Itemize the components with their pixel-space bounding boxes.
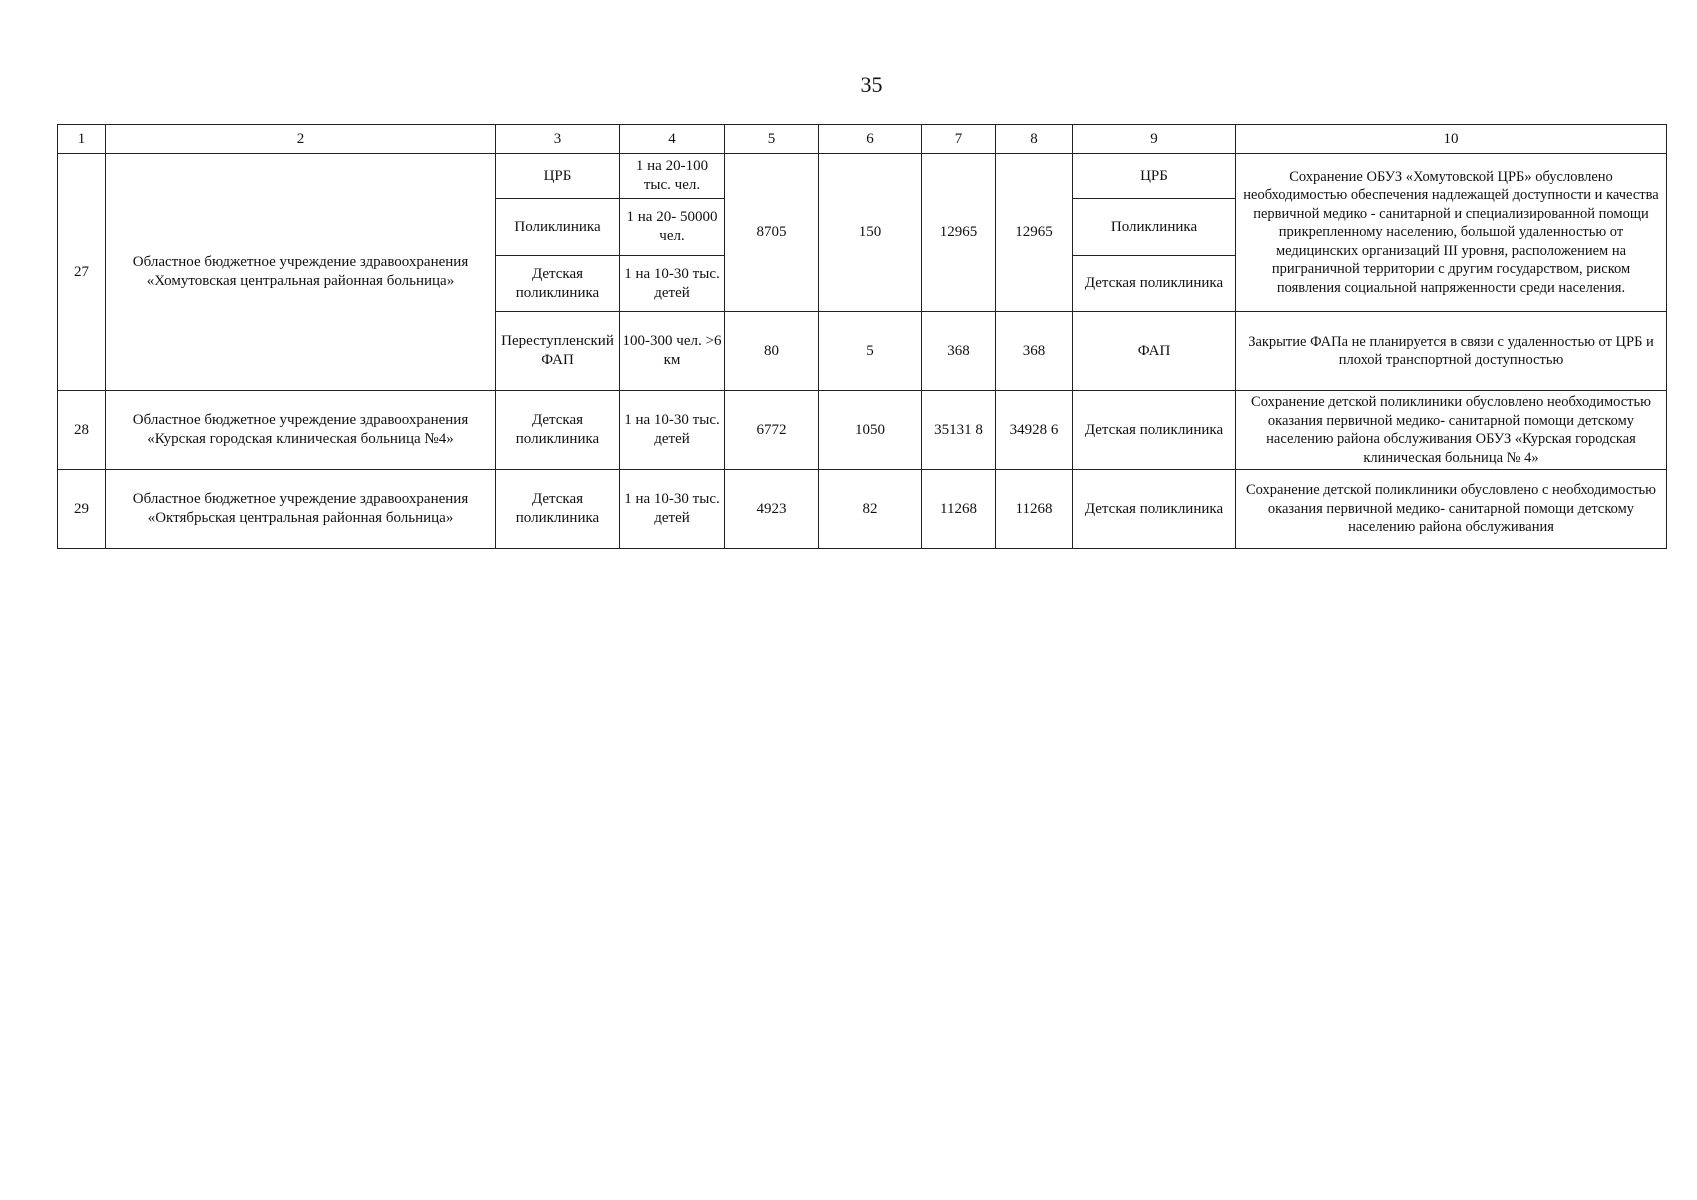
cell-col9: Детская поликлиника bbox=[1073, 470, 1236, 549]
note-cell: Сохранение детской поликлиники обусловлено необходимостью оказания первичной медико- санитарной помощи детскому населению района обслуживания ОБУЗ «Курская городская клиническая больница № 4» bbox=[1236, 391, 1667, 470]
cell-col5: 8705 bbox=[725, 154, 819, 312]
cell-col7: 11268 bbox=[922, 470, 996, 549]
facilities-table bbox=[57, 124, 1667, 549]
facility-type: Детская поликлиника bbox=[496, 256, 620, 312]
header-cell: 1 bbox=[58, 125, 106, 154]
table-row bbox=[58, 391, 1667, 470]
cell-col9: Поликлиника bbox=[1073, 199, 1236, 256]
cell-col7: 368 bbox=[922, 312, 996, 391]
header-cell: 8 bbox=[996, 125, 1073, 154]
table-row bbox=[58, 154, 1667, 199]
note-cell: Сохранение детской поликлиники обусловлено с необходимостью оказания первичной медико- санитарной помощи детскому населению района обслуживания bbox=[1236, 470, 1667, 549]
cell-col9: Детская поликлиника bbox=[1073, 256, 1236, 312]
facility-type: Поликлиника bbox=[496, 199, 620, 256]
cell-col5: 80 bbox=[725, 312, 819, 391]
cell-col9: ФАП bbox=[1073, 312, 1236, 391]
cell-col6: 82 bbox=[819, 470, 922, 549]
cell-col9: ЦРБ bbox=[1073, 154, 1236, 199]
institution-name bbox=[106, 391, 496, 470]
institution-name bbox=[106, 470, 496, 549]
header-cell: 6 bbox=[819, 125, 922, 154]
facility-norm: 1 на 10-30 тыс. детей bbox=[620, 470, 725, 549]
header-cell: 7 bbox=[922, 125, 996, 154]
table-row bbox=[58, 470, 1667, 549]
cell-col8: 34928 6 bbox=[996, 391, 1073, 470]
facility-norm: 1 на 10-30 тыс. детей bbox=[620, 391, 725, 470]
facility-type: Детская поликлиника bbox=[496, 391, 620, 470]
row-number: 27 bbox=[58, 154, 106, 391]
header-cell: 9 bbox=[1073, 125, 1236, 154]
institution-name-line: «Октябрьская центральная районная больница» bbox=[147, 510, 454, 526]
institution-name-line: «Хомутовская центральная районная больница» bbox=[146, 273, 455, 289]
institution-name-line: Областное бюджетное учреждение здравоохранения bbox=[132, 491, 469, 507]
facility-norm: 1 на 20- 50000 чел. bbox=[620, 199, 725, 256]
institution-name-line: Областное бюджетное учреждение здравоохранения bbox=[132, 254, 469, 270]
cell-col6: 150 bbox=[819, 154, 922, 312]
institution-name-line: Областное бюджетное учреждение здравоохранения bbox=[132, 412, 469, 428]
facility-norm: 1 на 10-30 тыс. детей bbox=[620, 256, 725, 312]
cell-col6: 1050 bbox=[819, 391, 922, 470]
header-cell: 10 bbox=[1236, 125, 1667, 154]
cell-col5: 6772 bbox=[725, 391, 819, 470]
cell-col8: 368 bbox=[996, 312, 1073, 391]
header-row bbox=[58, 125, 1667, 154]
header-cell: 5 bbox=[725, 125, 819, 154]
facility-type: Переступленский ФАП bbox=[496, 312, 620, 391]
note-cell: Закрытие ФАПа не планируется в связи с удаленностью от ЦРБ и плохой транспортной доступностью bbox=[1236, 312, 1667, 391]
row-number: 28 bbox=[58, 391, 106, 470]
cell-col7: 35131 8 bbox=[922, 391, 996, 470]
cell-col5: 4923 bbox=[725, 470, 819, 549]
facility-type: ЦРБ bbox=[496, 154, 620, 199]
facility-type: Детская поликлиника bbox=[496, 470, 620, 549]
institution-name-line: «Курская городская клиническая больница №4» bbox=[147, 431, 454, 447]
cell-col8: 12965 bbox=[996, 154, 1073, 312]
note-cell: Сохранение ОБУЗ «Хомутовской ЦРБ» обусловлено необходимостью обеспечения надлежащей доступности и качества первичной медико - санитарной и специализированной помощи прикрепленному населению, большой удаленностью от медицинских организаций III уровня, расположением на приграничной территории с другим государством, риском появления социальной напряженности среди населения. bbox=[1236, 154, 1667, 312]
facility-norm: 1 на 20-100 тыс. чел. bbox=[620, 154, 725, 199]
header-cell: 2 bbox=[106, 125, 496, 154]
row-number: 29 bbox=[58, 470, 106, 549]
cell-col6: 5 bbox=[819, 312, 922, 391]
cell-col9: Детская поликлиника bbox=[1073, 391, 1236, 470]
facility-norm: 100-300 чел. >6 км bbox=[620, 312, 725, 391]
institution-name bbox=[106, 154, 496, 391]
page-number: 35 bbox=[860, 72, 883, 97]
header-cell: 3 bbox=[496, 125, 620, 154]
cell-col7: 12965 bbox=[922, 154, 996, 312]
cell-col8: 11268 bbox=[996, 470, 1073, 549]
header-cell: 4 bbox=[620, 125, 725, 154]
